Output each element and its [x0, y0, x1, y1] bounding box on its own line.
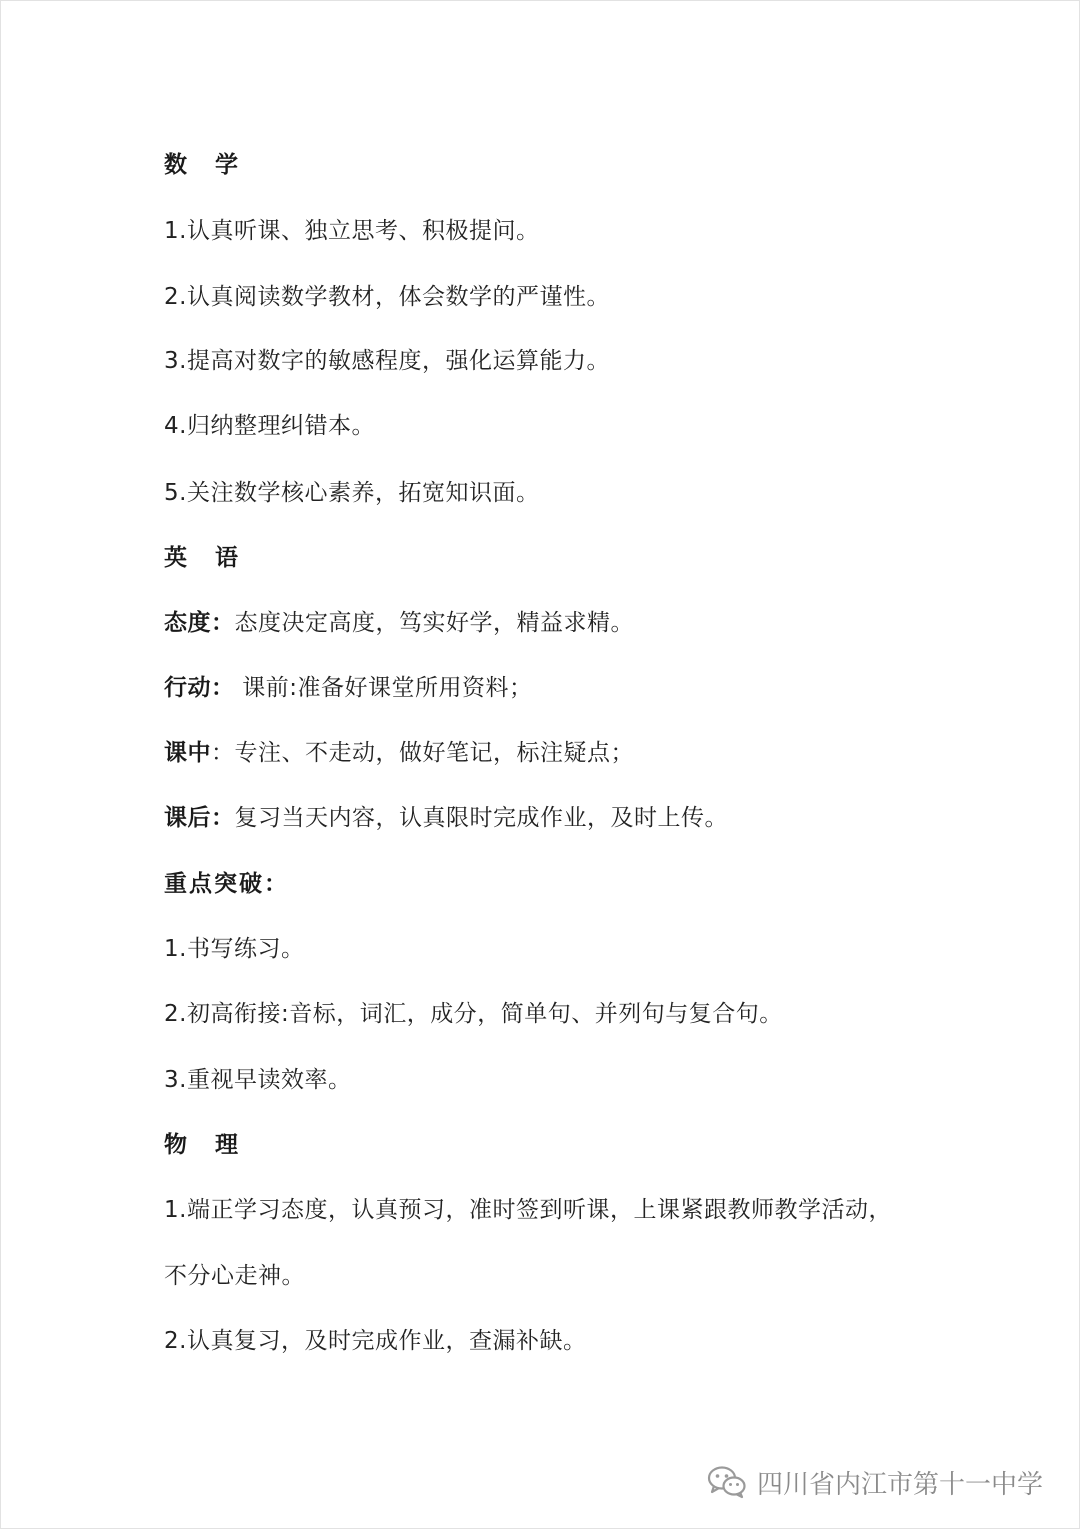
- account-watermark: [707, 1460, 1043, 1504]
- after-class-text: 复习当天内容，认真限时完成作业，及时上传。: [234, 805, 728, 831]
- after-class-label: 课后：: [164, 805, 235, 831]
- action-text: 课前:准备好课堂所用资料；: [234, 675, 533, 701]
- english-heading: 英 语: [164, 545, 249, 571]
- english-action: [164, 672, 533, 704]
- in-class-label: 课中: [164, 740, 211, 766]
- physics-item-1-cont: 不分心走神。: [164, 1263, 305, 1289]
- math-item-3: 3.提高对数字的敏感程度，强化运算能力。: [164, 348, 610, 374]
- math-heading: 数 学: [164, 152, 249, 178]
- physics-item-2: 2.认真复习，及时完成作业，查漏补缺。: [164, 1328, 587, 1354]
- english-in-class: [164, 737, 634, 769]
- wechat-icon: [707, 1465, 747, 1499]
- math-item-5: 5.关注数学核心素养，拓宽知识面。: [164, 480, 540, 506]
- in-class-text: ：专注、不走动，做好笔记，标注疑点；: [211, 740, 634, 766]
- action-label: 行动：: [164, 675, 235, 701]
- math-item-1: 1.认真听课、独立思考、积极提问。: [164, 218, 540, 244]
- english-focus-item-2: 2.初高衔接:音标，词汇，成分，简单句、并列句与复合句。: [164, 1001, 783, 1027]
- attitude-label: 态度：: [164, 610, 235, 636]
- english-attitude: [164, 607, 634, 639]
- math-item-4: 4.归纳整理纠错本。: [164, 413, 375, 439]
- physics-heading: 物 理: [164, 1132, 249, 1158]
- attitude-text: 态度决定高度，笃实好学，精益求精。: [234, 610, 634, 636]
- english-focus-item-1: 1.书写练习。: [164, 936, 305, 962]
- math-item-2: 2.认真阅读数学教材，体会数学的严谨性。: [164, 284, 610, 310]
- english-focus-item-3: 3.重视早读效率。: [164, 1067, 352, 1093]
- physics-item-1: 1.端正学习态度，认真预习，准时签到听课，上课紧跟教师教学活动，: [164, 1197, 892, 1223]
- watermark-text: 四川省内江市第十一中学: [756, 1468, 1043, 1499]
- english-after-class: [164, 802, 728, 834]
- english-focus-heading: 重点突破：: [164, 871, 289, 897]
